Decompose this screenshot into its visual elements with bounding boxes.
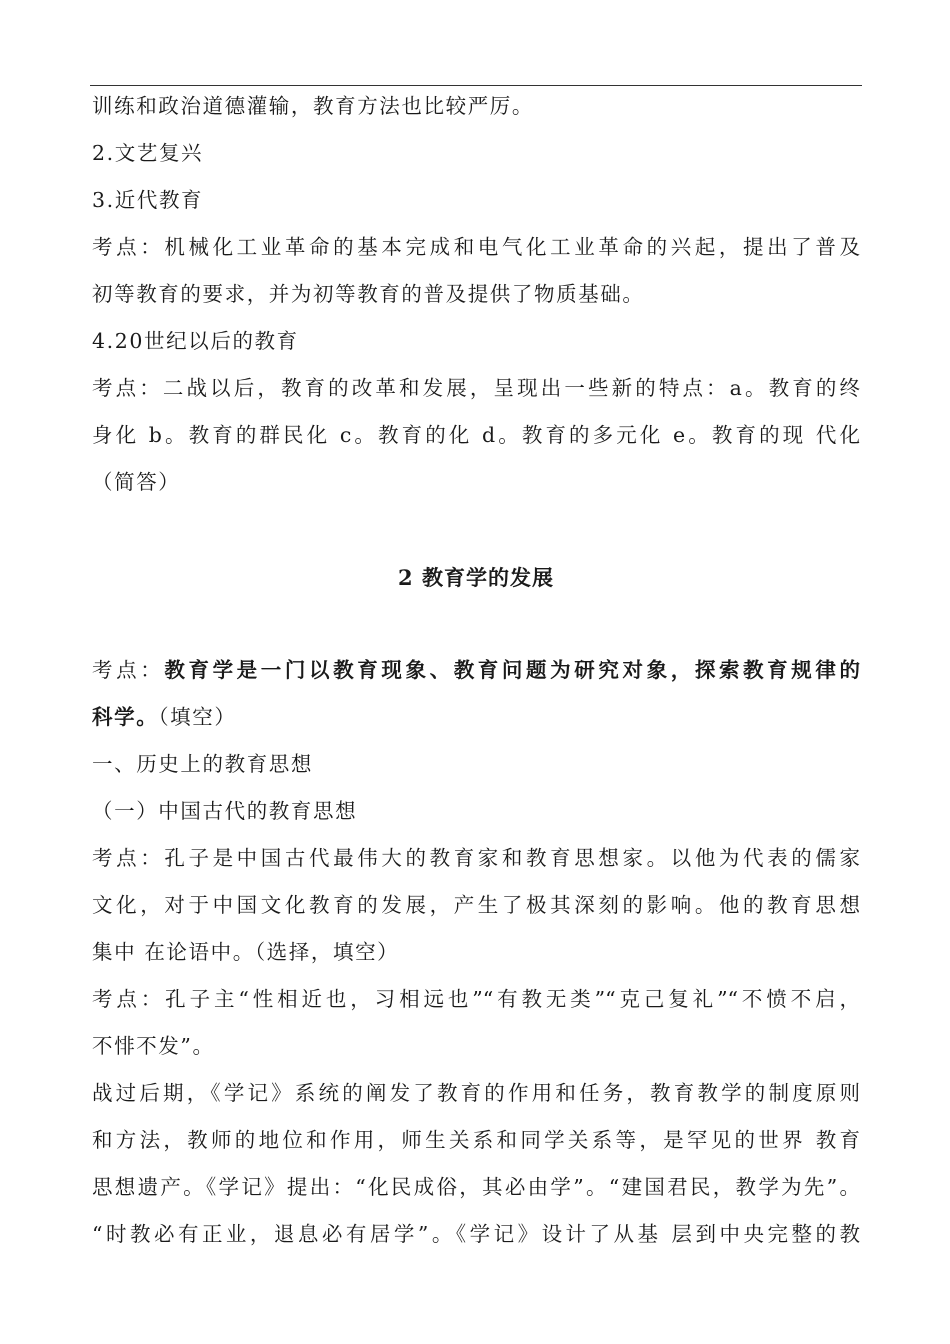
text-line: 和方法，教师的地位和作用，师生关系和同学关系等，是罕见的世界 教育 [92, 1128, 860, 1152]
key-point-bold-1: 教育学是一门以教育现象、教育问题为研究对象，探索教育规律的 [164, 658, 861, 682]
text-line: 考点：孔子是中国古代最伟大的教育家和教育思想家。以他为代表的儒家 [92, 846, 860, 870]
key-point-line-2 [92, 694, 860, 741]
text-line: 文化，对于中国文化教育的发展，产生了极其深刻的影响。他的教育思想 [92, 893, 860, 917]
text-line: 初等教育的要求，并为初等教育的普及提供了物质基础。 [92, 282, 645, 306]
section-heading: 2 教育学的发展 [398, 565, 554, 590]
paragraph-group-bottom [92, 741, 860, 1258]
key-point-suffix: （填空） [158, 705, 237, 729]
text-line: （一）中国古代的教育思想 [92, 799, 358, 823]
text-line: 考点：孔子主“性相近也，习相远也”“有教无类”“克己复礼”“不愤不启， [92, 987, 860, 1011]
spacer [92, 601, 860, 647]
text-line: 战过后期，《学记》系统的阐发了教育的作用和任务，教育教学的制度原则 [92, 1081, 860, 1105]
text-line: 3.近代教育 [92, 188, 204, 212]
key-point-prefix: 考点： [92, 658, 165, 682]
text-line: 一、历史上的教育思想 [92, 752, 313, 776]
key-point-line-1 [92, 647, 860, 694]
document-body [92, 83, 860, 1258]
paragraph-group-top [92, 83, 860, 506]
text-line: 集中 在论语中。（选择，填空） [92, 940, 400, 964]
text-line: 考点：机械化工业革命的基本完成和电气化工业革命的兴起，提出了普及 [92, 235, 860, 259]
text-line: 身化 b。教育的群民化 c。教育的化 d。教育的多元化 e。教育的现 代化 [92, 423, 860, 447]
text-line: 考点：二战以后，教育的改革和发展，呈现出一些新的特点：a。教育的终 [92, 376, 860, 400]
text-line: “时教必有正业，退息必有居学”。《学记》设计了从基 层到中央完整的教 [92, 1222, 860, 1246]
text-line: 思想遗产。《学记》提出：“化民成俗，其必由学”。“建国君民，教学为先”。 [92, 1175, 860, 1199]
spacer [92, 506, 860, 554]
text-line: 不悱不发”。 [92, 1034, 215, 1058]
text-line: 2.文艺复兴 [92, 141, 204, 165]
text-line: 训练和政治道德灌输，教育方法也比较严厉。 [92, 94, 534, 118]
text-line: 4.20世纪以后的教育 [92, 329, 299, 353]
key-point-bold-2: 科学。 [92, 705, 159, 729]
text-line: （简答） [92, 470, 181, 494]
